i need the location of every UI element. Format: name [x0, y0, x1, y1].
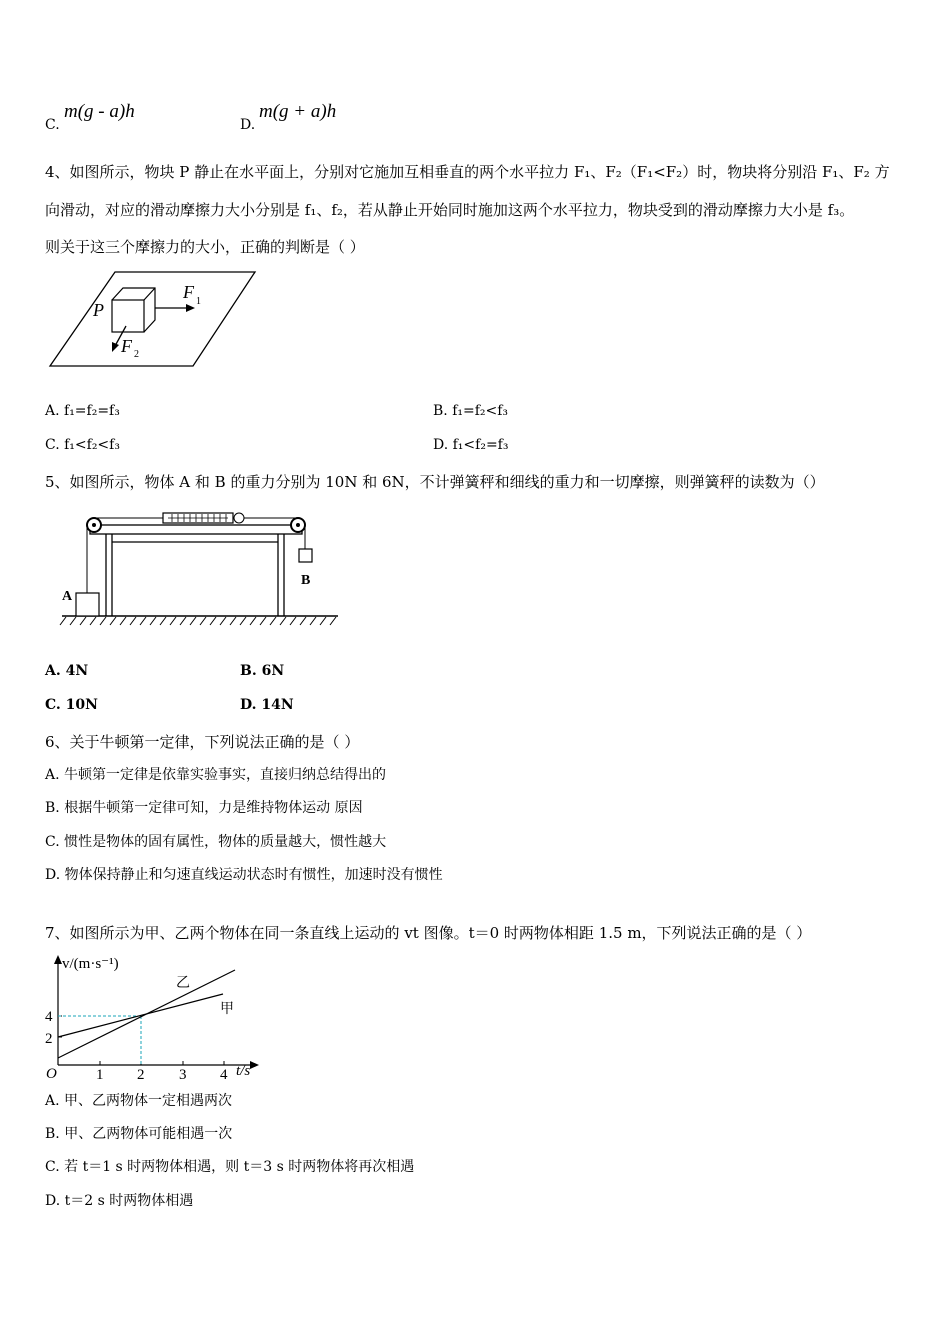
- pulley-right: [291, 518, 305, 532]
- line-jia-label: 甲: [220, 1002, 234, 1017]
- block-b: [299, 549, 312, 562]
- block-a: [76, 593, 99, 616]
- table: [90, 525, 302, 616]
- label-a: A: [62, 589, 73, 604]
- y-axis-arrow: [54, 955, 62, 964]
- q4-option-d: D. f₁<f₂=f₃: [433, 437, 509, 453]
- x-axis-label: t/s: [236, 1063, 251, 1079]
- q5-option-d: D. 14N: [240, 697, 294, 713]
- q3-option-d-expr: m(g + a)h: [259, 101, 337, 122]
- q4-stem-line3: 则关于这三个摩擦力的大小，正确的判断是（ ）: [45, 238, 365, 256]
- x-tick-1: 1: [96, 1067, 104, 1080]
- horizontal-plane: [50, 272, 255, 366]
- block-p: [112, 288, 155, 332]
- q7-option-c: C. 若 t＝1 s 时两物体相遇，则 t＝3 s 时两物体将再次相遇: [45, 1159, 415, 1175]
- q7-option-d: D. t＝2 s 时两物体相遇: [45, 1193, 194, 1209]
- block-label: P: [93, 300, 104, 320]
- x-tick-3: 3: [179, 1067, 187, 1080]
- x-tick-2: 2: [137, 1067, 145, 1080]
- q6-stem: 6、关于牛顿第一定律，下列说法正确的是（ ）: [45, 733, 360, 751]
- y-tick-2: 2: [45, 1031, 53, 1047]
- q5-option-c: C. 10N: [45, 697, 98, 713]
- spring-scale: [163, 513, 244, 523]
- q3-option-c-label: C.: [45, 117, 60, 133]
- y-axis-label: v/(m·s⁻¹): [62, 956, 119, 972]
- line-jia: [58, 994, 223, 1037]
- q6-option-c: C. 惯性是物体的固有属性，物体的质量越大，惯性越大: [45, 834, 387, 850]
- q4-stem-line2: 向滑动，对应的滑动摩擦力大小分别是 f₁、f₂，若从静止开始同时施加这两个水平拉力，物块受到的滑动摩擦力大小是 f₃。: [45, 201, 855, 219]
- force-f1-subscript: 1: [196, 296, 201, 307]
- line-yi-label: 乙: [176, 976, 190, 991]
- force-f2-subscript: 2: [134, 349, 139, 360]
- q6-option-a: A. 牛顿第一定律是依靠实验事实，直接归纳总结得出的: [45, 767, 387, 783]
- q7-figure-vt-graph: [40, 950, 265, 1080]
- x-axis-arrow: [250, 1061, 259, 1069]
- q4-option-a: A. f₁=f₂=f₃: [45, 403, 120, 419]
- ground: [60, 616, 338, 625]
- force-f1-arrow: [155, 304, 195, 312]
- force-f2-label: F: [121, 336, 132, 356]
- q5-figure-table-pulleys: [58, 505, 343, 630]
- q6-option-d: D. 物体保持静止和匀速直线运动状态时有惯性，加速时没有惯性: [45, 867, 443, 883]
- q7-option-b: B. 甲、乙两物体可能相遇一次: [45, 1126, 233, 1142]
- y-tick-4: 4: [45, 1009, 53, 1025]
- origin-label: O: [46, 1066, 57, 1080]
- q4-stem-line1: 4、如图所示，物块 P 静止在水平面上，分别对它施加互相垂直的两个水平拉力 F₁、F₂（F₁<F₂）时，物块将分别沿 F₁、F₂ 方: [45, 163, 890, 181]
- q3-option-d-label: D.: [240, 117, 256, 133]
- q4-option-b: B. f₁=f₂<f₃: [433, 403, 509, 419]
- q7-stem: 7、如图所示为甲、乙两个物体在同一条直线上运动的 vt 图像。t＝0 时两物体相距 1.5 m，下列说法正确的是（ ）: [45, 924, 812, 942]
- q6-option-b: B. 根据牛顿第一定律可知，力是维持物体运动 原因: [45, 800, 363, 816]
- x-tick-4: 4: [220, 1067, 228, 1080]
- q4-figure-block-on-plane: [45, 268, 260, 373]
- q5-option-a: A. 4N: [45, 663, 89, 679]
- q7-option-a: A. 甲、乙两物体一定相遇两次: [45, 1093, 233, 1109]
- q5-stem: 5、如图所示，物体 A 和 B 的重力分别为 10N 和 6N，不计弹簧秤和细线的重力和一切摩擦，则弹簧秤的读数为（）: [45, 473, 825, 491]
- q3-option-c-expr: m(g - a)h: [64, 101, 135, 122]
- label-b: B: [301, 573, 311, 588]
- q4-option-c: C. f₁<f₂<f₃: [45, 437, 120, 453]
- q5-option-b: B. 6N: [240, 663, 285, 679]
- force-f1-label: F: [183, 282, 194, 302]
- pulley-left: [87, 518, 101, 532]
